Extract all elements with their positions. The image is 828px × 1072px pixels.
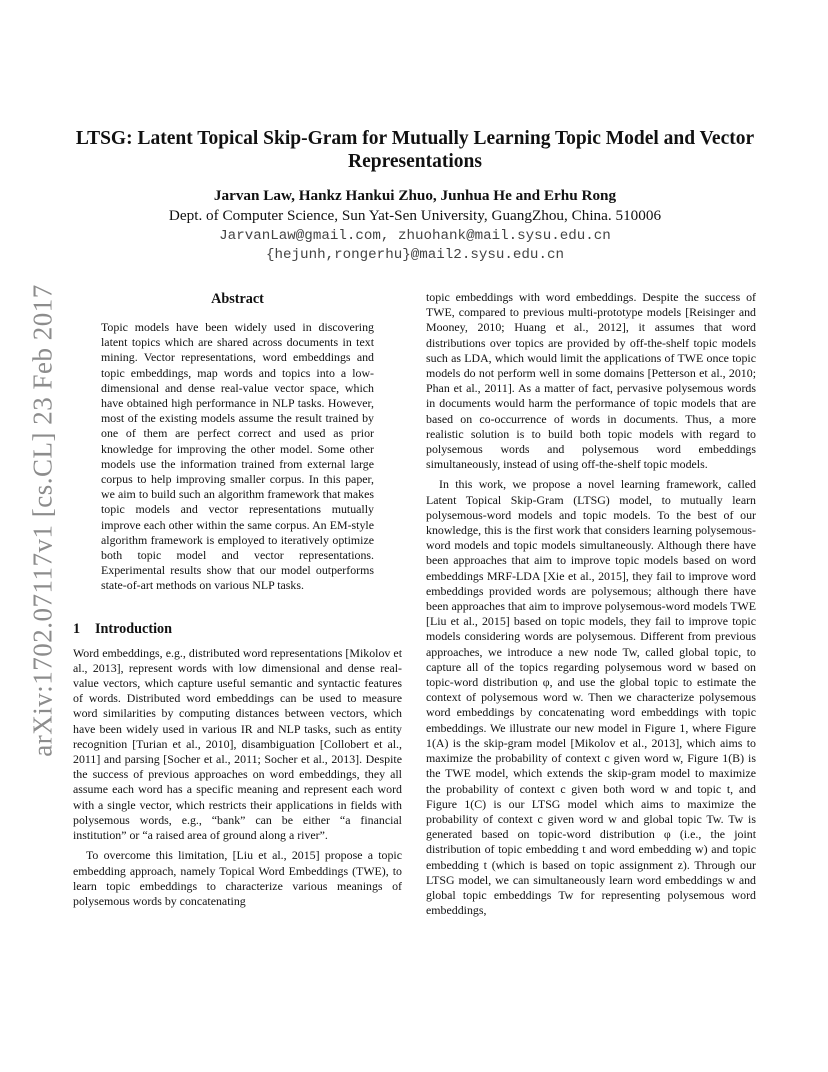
paper-title: LTSG: Latent Topical Skip-Gram for Mutually Learning Topic Model and Vector Representations: [75, 128, 755, 172]
arxiv-identifier: arXiv:1702.07117v1 [cs.CL] 23 Feb 2017: [27, 283, 58, 757]
right-column: [426, 290, 756, 918]
affiliation: Dept. of Computer Science, Sun Yat-Sen University, GuangZhou, China. 510006: [168, 207, 662, 224]
intro-paragraph-1: Word embeddings, e.g., distributed word representations [Mikolov et al., 2013], represent words with low dimensional and dense real-value vectors, which capture useful semantic and syntactic features of words. Distributed word embeddings can be used to measure word similarities by computing distances between vectors, which have been widely used in various IR and NLP tasks, such as entity recognition [Turian et al., 2010], disambiguation [Collobert et al., 2011] and parsing [Socher et al., 2011; Socher et al., 2013]. Despite the success of previous approaches on word embeddings, they all assume each word has a specific meaning and represent each word with a single vector, which restricts their applications in fields with polysemous words, e.g., “bank” can be either “a financial institution” or “a raised area of ground along a river”.: [73, 645, 402, 843]
abstract-text: Topic models have been widely used in discovering latent topics which are shared across documents in text mining. Vector representations, word embeddings and topic embeddings, map words and topics into a low-dimensional and dense real-value vector space, which have obtained high performance in NLP tasks. However, most of the existing models assume the result trained by one of them are perfect correct and used as prior knowledge for improving the other model. Some other models use the information trained from external large corpus to help improving smaller corpus. In this paper, we aim to build such an algorithm framework that makes topic models and vector representations mutually improve each other within the same corpus. An EM-style algorithm framework is employed to iteratively optimize both topic model and vector representations. Experimental results show that our model outperforms state-of-art methods on various NLP tasks.: [101, 320, 374, 593]
right-paragraph-2: In this work, we propose a novel learning framework, called Latent Topical Skip-Gram (LTSG) model, to mutually learn polysemous-word models and topic models. To the best of our knowledge, this is the first work that considers learning polysemous-word models and topic models simultaneously. Although there have been approaches that aim to improve topic models based on word embeddings MRF-LDA [Xie et al., 2015], they fail to improve word embeddings provided words are polysemous; although there have been approaches that aim to improve polysemous-word models TWE [Liu et al., 2015] based on topic models, they fail to improve topic models considering words are polysemous. Different from previous approaches, we introduce a new node Tw, called global topic, to capture all of the topics regarding polysemous word w based on topic-word distribution φ, and use the global topic to estimate the context of polysemous word w. Then we characterize polysemous word embeddings by concatenating word embeddings with topic embeddings. We illustrate our new model in Figure 1, where Figure 1(A) is the skip-gram model [Mikolov et al., 2013], which aims to maximize the probability of context c given word w, Figure 1(B) is the TWE model, which extends the skip-gram model to maximize the probability of context c given both word w and topic t, and Figure 1(C) is our LTSG model which aims to maximize the probability of context c given word w and global topic Tw. Tw is generated based on topic-word distribution φ (i.e., the joint distribution of topic embedding t and word embedding w) and topic embedding t (which is based on topic assignment z). Through our LTSG model, we can simultaneously learn word embeddings w and global topic embeddings Tw for representing polysemous word embeddings,: [426, 477, 756, 918]
section-title: Introduction: [95, 620, 172, 637]
arxiv-stamp: [18, 285, 68, 755]
abstract-heading: Abstract: [211, 291, 264, 307]
left-column: [73, 290, 402, 909]
author-list: Jarvan Law, Hankz Hankui Zhuo, Junhua He and Erhu Rong: [213, 187, 617, 204]
section-number: 1: [73, 620, 81, 637]
section-heading-introduction: [73, 620, 402, 638]
email-line-1: JarvanLaw@gmail.com, zhuohank@mail.sysu.edu.cn: [219, 228, 611, 244]
intro-paragraph-2: To overcome this limitation, [Liu et al., 2015] propose a topic embedding approach, namely Topical Word Embeddings (TWE), to learn topic embeddings to characterize various meanings of polysemous words by concatenating: [73, 848, 402, 908]
email-line-2: {hejunh,rongerhu}@mail2.sysu.edu.cn: [266, 247, 564, 263]
right-paragraph-1: topic embeddings with word embeddings. Despite the success of TWE, compared to previous multi-prototype models [Reisinger and Mooney, 2010; Huang et al., 2012], it assumes that word distributions over topics are provided by off-the-shelf topic models such as LDA, which would limit the applications of TWE once topic models do not perform well in some domains [Petterson et al., 2010; Phan et al., 2011]. As a matter of fact, pervasive polysemous words in documents would harm the performance of topic models that are based on co-occurrence of words in documents. Thus, a more realistic solution is to build both topic models with regard to polysemous words and polysemous word embeddings simultaneously, instead of using off-the-shelf topic models.: [426, 290, 756, 472]
